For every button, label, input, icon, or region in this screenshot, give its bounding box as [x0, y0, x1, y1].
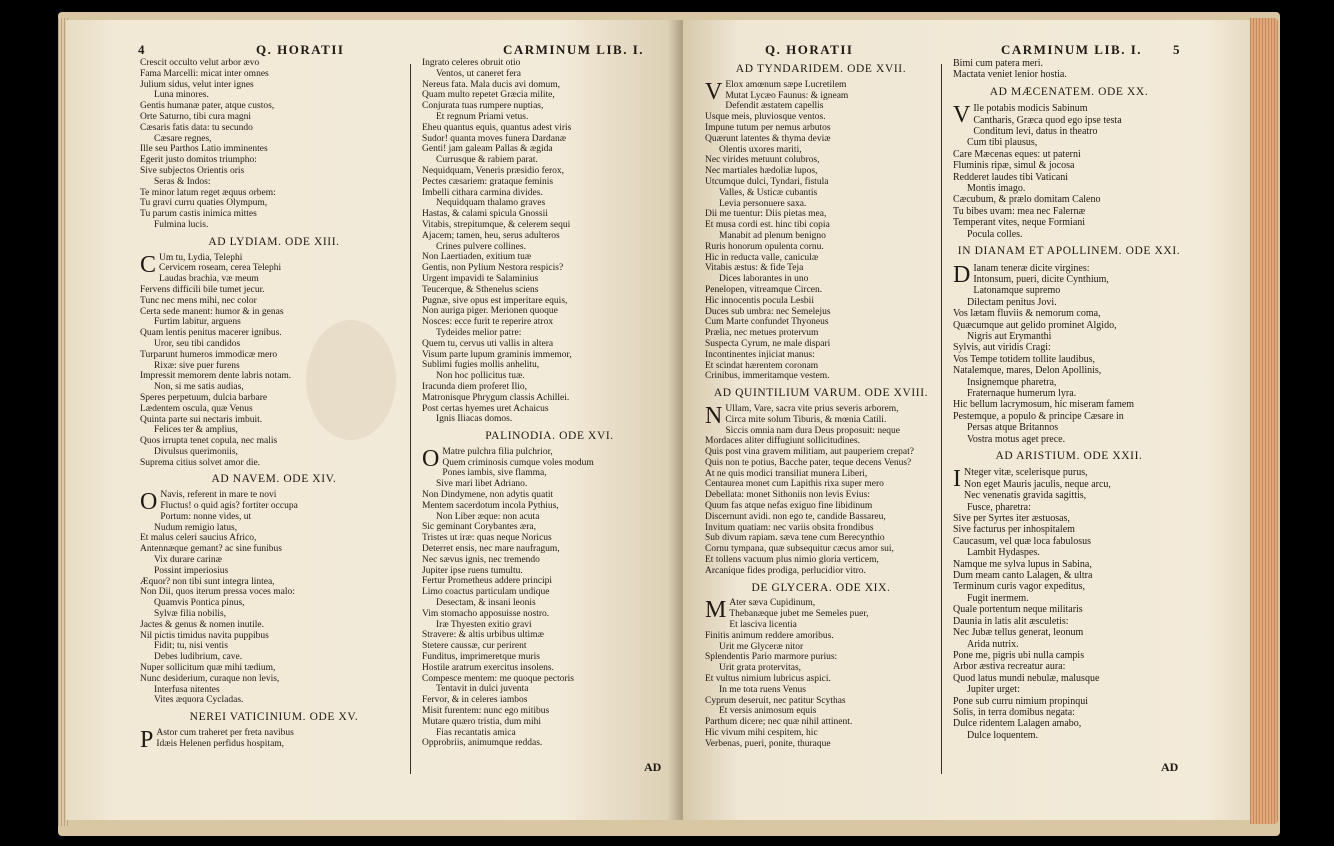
right-page	[683, 20, 1250, 820]
verse-line: Fervens difficili bile tumet jecur.	[140, 284, 265, 295]
verse-line: Fluctus! o quid agis? fortiter occupa	[160, 501, 298, 512]
verse-line: Latonamque supremo	[973, 285, 1061, 297]
verse-line: Fertur Prometheus addere principi	[422, 576, 553, 587]
verse-line: Navis, referent in mare te novi	[160, 490, 277, 501]
ode-12-ending	[140, 58, 408, 231]
verse-line: Quos irrupta tenet copula, nec malis	[140, 436, 278, 447]
verse-line: Currusque & rabiem parat.	[436, 155, 538, 166]
verse-line: Eheu quantus equis, quantus adest viris	[422, 122, 572, 133]
verse-line: Vites æquora Cycladas.	[154, 695, 244, 706]
verse-line: Visum parte lupum graminis immemor,	[422, 349, 572, 360]
ode-22-text	[953, 467, 1185, 741]
verse-line: Et vultus nimium lubricus aspici.	[705, 674, 831, 685]
verse-line: Hostile aratrum exercitus insolens.	[422, 662, 554, 673]
verse-line: Uror, seu tibi candidos	[154, 338, 241, 349]
ode-14-title: AD NAVEM. ODE XIV.	[211, 473, 337, 486]
verse-line: Insignemque pharetra,	[967, 376, 1057, 388]
verse-line: Nec venenatis gravida sagittis,	[964, 490, 1087, 502]
verse-line: Quale portentum neque militaris	[953, 604, 1083, 616]
verse-line: Genti! jam galeam Pallas & ægida	[422, 144, 553, 155]
verse-line: Defendit æstatem capellis	[725, 101, 824, 112]
verse-line: Stravere: & altis urbibus ultimæ	[422, 630, 544, 641]
verse-line: Crescit occulto velut arbor ævo	[140, 58, 260, 68]
verse-line: Arcanique fides prodiga, perlucidior vitro.	[705, 565, 866, 576]
verse-line: Solis, in terra domibus negata:	[953, 706, 1075, 718]
verse-line: Natalemque, mares, Delon Apollinis,	[953, 365, 1102, 377]
verse-line: Mordaces aliter diffugiunt sollicitudines.	[705, 436, 860, 447]
verse-line: Imbelli cithara carmina divides.	[422, 187, 543, 198]
verse-line: Non Liber æque: non acuta	[436, 511, 540, 522]
verse-line: Iracunda diem proferet Ilio,	[422, 381, 527, 392]
left-page	[66, 20, 683, 820]
verse-line: Cum tibi plausus,	[967, 137, 1038, 149]
ode-13-title: AD LYDIAM. ODE XIII.	[208, 235, 340, 248]
verse-line: Discernunt avidi. non ego te, candide Bassareu,	[705, 511, 886, 522]
right-page-column-1	[705, 58, 937, 750]
verse-line: Hic bellum lacrymosum, hic miseram famem	[953, 399, 1135, 411]
verse-line: Te minor latum reget æquus orbem:	[140, 187, 276, 198]
verse-line: Montis imago.	[967, 183, 1026, 195]
verse-line: Hastas, & calami spicula Gnossii	[422, 209, 548, 220]
drop-cap: N	[705, 402, 723, 429]
verse-line: Post certas hyemes uret Achaicus	[422, 403, 549, 414]
ode-20-text	[953, 103, 1185, 240]
verse-line: Thebanæque jubet me Semeles puer,	[729, 609, 869, 620]
ode-18-text	[705, 404, 937, 577]
ode-14-text	[140, 490, 408, 706]
verse-line: Certa sede manent: humor & in genas	[140, 306, 284, 317]
verse-line: Tentavit in dulci juventa	[436, 684, 529, 695]
verse-line: Finitis animum reddere amoribus.	[705, 630, 834, 641]
verse-line: Usque meis, pluviosque ventos.	[705, 112, 826, 123]
verse-line: Olentis uxores mariti,	[719, 144, 802, 155]
right-page-edges	[1250, 18, 1278, 824]
ode-18-title: AD QUINTILIUM VARUM. ODE XVIII.	[713, 387, 929, 400]
verse-line: Et lasciva licentia	[729, 620, 797, 631]
verse-line: Quamvis Pontica pinus,	[154, 598, 245, 609]
verse-line: Fidit; tu, nisi ventis	[154, 641, 228, 652]
verse-line: Matre pulchra filia pulchrior,	[442, 446, 553, 457]
verse-line: Tu gravi curru quaties Olympum,	[140, 198, 268, 209]
verse-line: Nunc desiderium, curaque non levis,	[140, 673, 280, 684]
verse-line: Bimi cum patera meri.	[953, 58, 1043, 69]
verse-line: Nuper sollicitum quæ mihi tædium,	[140, 663, 276, 674]
verse-line: Hic vivum mihi cespitem, hic	[705, 728, 818, 739]
verse-line: Urgent impavidi te Salaminius	[422, 273, 539, 284]
verse-line: Fulmina lucis.	[154, 219, 209, 230]
verse-line: Siccis omnia nam dura Deus proposuit: neque	[725, 425, 901, 436]
verse-line: Invitum quatiam: nec variis obsita frondibus	[705, 522, 874, 533]
verse-line: Non Laertiaden, exitium tuæ	[422, 252, 532, 263]
verse-line: Ater sæva Cupidinum,	[729, 598, 816, 609]
drop-cap: O	[140, 489, 158, 516]
verse-line: Mutare quæro tristia, dum mihi	[422, 716, 542, 727]
verse-line: Manabit ad plenum benigno	[719, 230, 826, 241]
left-running-head: Q. HORATII	[256, 42, 345, 57]
verse-line: Quæcumque aut gelido prominet Algido,	[953, 319, 1117, 331]
ode-15-continued	[422, 58, 677, 425]
verse-line: Utcumque dulci, Tyndari, fistula	[705, 176, 829, 187]
verse-line: Cæsaris fatis data: tu secundo	[140, 122, 253, 133]
verse-line: Sic geminant Corybantes æra,	[422, 522, 536, 533]
verse-line: Cæcubum, & prælo domitam Caleno	[953, 194, 1101, 206]
verse-line: Nigris aut Erymanthi	[967, 330, 1052, 342]
ode-16-text	[422, 447, 677, 749]
verse-line: Quem tu, cervus uti vallis in altera	[422, 338, 554, 349]
verse-line: Pugnæ, sive opus est imperitare equis,	[422, 295, 568, 306]
verse-line: Dices laborantes in uno	[719, 274, 809, 285]
verse-line: Persas atque Britannos	[967, 422, 1059, 434]
ode-17-text	[705, 80, 937, 382]
verse-line: Opprobriis, animumque reddas.	[422, 738, 543, 749]
verse-line: Crines pulvere collines.	[436, 241, 526, 252]
verse-line: Ventos, ut caneret fera	[436, 68, 521, 79]
verse-line: Gentis humanæ pater, atque custos,	[140, 101, 275, 112]
verse-line: Splendentis Pario marmore purius:	[705, 652, 838, 663]
verse-line: Tydeides melior patre:	[436, 327, 522, 338]
verse-line: Mactata veniet lenior hostia.	[953, 69, 1067, 81]
verse-line: Quam lentis penitus macerer ignibus.	[140, 328, 282, 339]
verse-line: Sub divum rapiam. sæva tene cum Berecynthio	[705, 533, 885, 544]
verse-line: Pone sub curru nimium propinqui	[953, 695, 1088, 707]
verse-line: Quum fas atque nefas exiguo fine libidinum	[705, 501, 873, 512]
verse-line: Vos lætam fluviis & nemorum coma,	[953, 308, 1101, 320]
verse-line: Penelopen, vitreamque Circen.	[705, 284, 823, 295]
verse-line: Et tollens vacuum plus nimio gloria verticem,	[705, 555, 879, 566]
verse-line: Sylvis, aut viridis Cragi:	[953, 342, 1051, 354]
verse-line: Hic in reducta valle, caniculæ	[705, 252, 819, 263]
verse-line: Care Mæcenas eques: ut paterni	[953, 148, 1081, 160]
verse-line: Mentem sacerdotum incola Pythius,	[422, 500, 559, 511]
verse-line: Cæsare regnes,	[154, 133, 212, 144]
verse-line: Non auriga piger. Merionen quoque	[422, 306, 558, 317]
verse-line: Sive facturus per inhospitalem	[953, 524, 1075, 536]
verse-line: Vos Tempe totidem tollite laudibus,	[953, 353, 1095, 365]
verse-line: Funditus, imprimeretque muris	[422, 652, 540, 663]
verse-line: Intonsum, pueri, dicite Cynthium,	[973, 273, 1109, 285]
ode-19-ending	[953, 58, 1185, 81]
verse-line: Non, si me satis audias,	[154, 382, 244, 393]
verse-line: Centaurea monet cum Lapithis rixa super mero	[705, 479, 884, 490]
verse-line: Egerit justo domitos triumpho:	[140, 155, 257, 166]
verse-line: Ajacem; tamen, heu, serus adulteros	[422, 230, 560, 241]
drop-cap: V	[953, 102, 971, 129]
verse-line: Vitabis, strepitumque, & celerem sequi	[422, 219, 571, 230]
verse-line: Elox amœnum sæpe Lucretilem	[725, 79, 847, 90]
left-page-column-1	[140, 58, 408, 754]
verse-line: Sylvæ filia nobilis,	[154, 609, 227, 620]
verse-line: Orte Saturno, tibi cura magni	[140, 111, 252, 122]
verse-line: Caucasum, vel quæ loca fabulosus	[953, 535, 1092, 547]
verse-line: Prælia, nec metues protervum	[705, 328, 819, 339]
drop-cap: I	[953, 466, 961, 493]
verse-line: Fervor, & in celeres iambos	[422, 695, 528, 706]
verse-line: Sive mari libet Adriano.	[436, 479, 528, 490]
verse-line: Nereus fata. Mala ducis avi domum,	[422, 79, 560, 90]
verse-line: Non hoc pollicitus tuæ.	[436, 371, 525, 382]
verse-line: Verbenas, pueri, ponite, thuraque	[705, 738, 831, 749]
verse-line: Hic innocentis pocula Lesbii	[705, 295, 814, 306]
verse-line: Julium sidus, velut inter ignes	[140, 79, 254, 90]
ode-19-title: DE GLYCERA. ODE XIX.	[751, 581, 891, 594]
right-running-head: Q. HORATII	[765, 42, 854, 57]
verse-line: Vim stomacho apposuisse nostro.	[422, 608, 550, 619]
verse-line: Stetere caussæ, cur perirent	[422, 641, 527, 652]
ode-21-text	[953, 263, 1185, 446]
verse-line: Luna minores.	[154, 90, 209, 101]
verse-line: Nec Jubæ tellus generat, leonum	[953, 627, 1084, 639]
verse-line: Speres perpetuum, dulcia barbare	[140, 392, 268, 403]
left-running-head-book: CARMINUM LIB. I.	[503, 42, 644, 57]
verse-line: Limo coactus particulam undique	[422, 587, 550, 598]
verse-line: Arida nutrix.	[967, 638, 1019, 650]
verse-line: Sive subjectos Orientis oris	[140, 165, 245, 176]
verse-line: Dii me tuentur: Diis pietas mea,	[705, 209, 827, 220]
verse-line: Ille seu Parthos Latio imminentes	[140, 144, 268, 155]
verse-line: Vix durare carinæ	[154, 555, 223, 566]
verse-line: Dilectam penitus Jovi.	[967, 296, 1057, 308]
right-page-column-2	[953, 58, 1185, 741]
verse-line: Dulce ridentem Lalagen amabo,	[953, 718, 1082, 730]
verse-line: Fusce, pharetra:	[967, 501, 1031, 513]
verse-line: Seras & Indos:	[154, 176, 211, 187]
verse-line: Compesce mentem: me quoque pectoris	[422, 673, 574, 684]
verse-line: Sublimi fugies mollis anhelitu,	[422, 360, 540, 371]
verse-line: Ianam teneræ dicite virgines:	[973, 262, 1090, 274]
verse-line: Redderet laudes tibi Vaticani	[953, 171, 1069, 183]
verse-line: Laudas brachia, væ meum	[159, 274, 259, 285]
verse-line: Incontinentes injiciat manus:	[705, 349, 815, 360]
column-rule	[410, 64, 411, 774]
verse-line: Arbor æstiva recreatur aura:	[953, 661, 1066, 673]
verse-line: Suspecta Cyrum, ne male dispari	[705, 338, 831, 349]
verse-line: Deterret ensis, nec mare naufragum,	[422, 544, 560, 555]
ode-15-title: NEREI VATICINIUM. ODE XV.	[189, 711, 359, 724]
verse-line: Lædentem oscula, quæ Venus	[140, 403, 253, 414]
verse-line: Jupiter ipse ruens tumultu.	[422, 565, 523, 576]
right-running-head-book: CARMINUM LIB. I.	[1001, 42, 1142, 57]
verse-line: Crinibus, immeritamque vestem.	[705, 371, 830, 382]
ode-20-title: AD MÆCENATEM. ODE XX.	[989, 85, 1149, 98]
verse-line: Terminum curis vagor expeditus,	[953, 581, 1086, 593]
verse-line: Tunc nec mens mihi, nec color	[140, 295, 257, 306]
verse-line: Duces sub umbra: nec Semelejus	[705, 306, 831, 317]
ode-15-text	[140, 727, 408, 754]
verse-line: Tristes ut iræ: quas neque Noricus	[422, 533, 552, 544]
verse-line: Interfusa nitentes	[154, 684, 220, 695]
verse-line: Nequidquam thalamo graves	[436, 198, 546, 209]
verse-line: Nteger vitæ, scelerisque purus,	[964, 467, 1088, 479]
verse-line: Possint imperiosius	[154, 565, 229, 576]
verse-line: Quam multo repetet Græcia milite,	[422, 90, 555, 101]
verse-line: Teucerque, & Sthenelus sciens	[422, 284, 539, 295]
verse-line: Astor cum traheret per freta navibus	[156, 728, 294, 739]
column-rule	[941, 64, 942, 774]
verse-line: Quod latus mundi nebulæ, malusque	[953, 672, 1100, 684]
verse-line: Cantharis, Græca quod ego ipse testa	[973, 114, 1122, 126]
verse-line: Ignis Iliacas domos.	[436, 414, 513, 425]
verse-line: Vitabis æstus: & fide Teja	[705, 263, 804, 274]
verse-line: Lambit Hydaspes.	[967, 547, 1040, 559]
verse-line: Nec martiales hædoliæ lupos,	[705, 166, 818, 177]
verse-line: Urit me Glyceræ nitor	[719, 641, 804, 652]
ode-19-text	[705, 598, 937, 749]
verse-line: Pectes cæsariem: grataque feminis	[422, 176, 554, 187]
verse-line: Misit furentem: nunc ego mitibus	[422, 706, 550, 717]
verse-line: Nosces: ecce furit te reperire atrox	[422, 317, 554, 328]
verse-line: Dulce loquentem.	[967, 729, 1039, 741]
drop-cap: P	[140, 727, 154, 754]
verse-line: Fias recantatis amica	[436, 727, 516, 738]
verse-line: Et regnum Priami vetus.	[436, 111, 529, 122]
left-catchword: AD	[644, 760, 662, 774]
verse-line: Vostra motus aget prece.	[967, 433, 1066, 445]
verse-line: Debellata: monet Sithoniis non levis Evius:	[705, 490, 870, 501]
verse-line: Pone me, pigris ubi nulla campis	[953, 649, 1085, 661]
verse-line: In me tota ruens Venus	[719, 684, 806, 695]
drop-cap: M	[705, 597, 727, 624]
left-page-column-2	[422, 58, 677, 749]
verse-line: Pestemque, a populo & principe Cæsare in	[953, 410, 1124, 422]
verse-line: Non Dii, quos iterum pressa voces malo:	[140, 587, 295, 598]
verse-line: Fama Marcelli: micat inter omnes	[140, 68, 269, 79]
left-page-number: 4	[138, 42, 145, 57]
verse-line: Suprema citius solvet amor die.	[140, 457, 261, 468]
verse-line: Divulsus querimoniis,	[154, 446, 238, 457]
drop-cap: O	[422, 445, 440, 472]
verse-line: Fluminis ripæ, simul & jocosa	[953, 160, 1075, 172]
verse-line: Sive per Syrtes iter æstuosas,	[953, 513, 1070, 525]
verse-line: Nil pictis timidus navita puppibus	[140, 630, 269, 641]
verse-line: Tu parum castis inimica mittes	[140, 209, 257, 220]
verse-line: Pones iambis, sive flamma,	[442, 468, 547, 479]
verse-line: Æquor? non tibi sunt integra lintea,	[140, 576, 275, 587]
verse-line: Cyprum deseruit, nec patitur Scythas	[705, 695, 846, 706]
verse-line: Non eget Mauris jaculis, neque arcu,	[964, 478, 1111, 490]
verse-line: Namque me sylva lupus in Sabina,	[953, 558, 1092, 570]
verse-line: Conditum levi, datus in theatro	[973, 126, 1098, 138]
verse-line: Impressit memorem dente labris notam.	[140, 371, 292, 382]
verse-line: Non Dindymene, non adytis quatit	[422, 490, 554, 501]
verse-line: Conjurata tuas rumpere nuptias,	[422, 101, 544, 112]
verse-line: Nec sævus ignis, nec tremendo	[422, 554, 540, 565]
right-page-number: 5	[1173, 42, 1180, 57]
ode-13-text	[140, 253, 408, 469]
verse-line: Debes ludibrium, cave.	[154, 652, 243, 663]
verse-line: Levia personuere saxa.	[719, 198, 807, 209]
verse-line: Quærunt latentes & thyma deviæ	[705, 133, 831, 144]
verse-line: Jupiter urget:	[967, 684, 1020, 696]
verse-line: Iræ Thyesten exitio gravi	[436, 619, 532, 630]
verse-line: Furtim labitur, arguens	[154, 317, 241, 328]
drop-cap: D	[953, 261, 971, 288]
verse-line: Dum meam canto Lalagen, & ultra	[953, 570, 1093, 582]
right-catchword: AD	[1161, 760, 1179, 774]
verse-line: Daunia in latis alit æsculetis:	[953, 615, 1069, 627]
verse-line: At ne quis modici transiliat munera Liberi,	[705, 468, 868, 479]
verse-line: Et malus celeri saucius Africo,	[140, 533, 257, 544]
verse-line: Nudum remigio latus,	[154, 522, 238, 533]
verse-line: Antennæque gemant? ac sine funibus	[140, 544, 282, 555]
verse-line: Rixæ: sive puer furens	[154, 360, 240, 371]
ode-16-title: PALINODIA. ODE XVI.	[485, 430, 614, 443]
verse-line: Et versis animosum equis	[719, 706, 817, 717]
verse-line: Portum: nonne vides, ut	[160, 511, 252, 522]
verse-line: Quem criminosis cumque voles modum	[442, 457, 594, 468]
verse-line: Turparunt humeros immodicæ mero	[140, 349, 278, 360]
verse-line: Cornu tympana, quæ subsequitur cæcus amor sui,	[705, 544, 894, 555]
verse-line: Fugit inermem.	[967, 592, 1029, 604]
verse-line: Ile potabis modicis Sabinum	[973, 103, 1088, 115]
verse-line: Mutat Lycæo Faunus: & igneam	[725, 90, 849, 101]
verse-line: Desectam, & insani leonis	[436, 598, 536, 609]
ode-21-title: IN DIANAM ET APOLLINEM. ODE XXI.	[957, 245, 1181, 258]
verse-line: Gentis, non Pylium Nestora respicis?	[422, 263, 564, 274]
verse-line: Felices ter & amplius,	[154, 425, 238, 436]
verse-line: Circa mite solum Tiburis, & mœnia Catili.	[725, 414, 887, 425]
drop-cap: V	[705, 78, 723, 105]
verse-line: Matronisque Phrygum classis Achillei.	[422, 392, 570, 403]
verse-line: Quis non te potius, Bacche pater, teque decens Venus?	[705, 457, 912, 468]
verse-line: Um tu, Lydia, Telephi	[159, 252, 243, 263]
verse-line: Et musa cordi est. hinc tibi copia	[705, 220, 830, 231]
verse-line: Quis post vina gravem militiam, aut pauperiem crepat?	[705, 447, 914, 458]
verse-line: Fraternaque humerum lyra.	[967, 387, 1077, 399]
verse-line: Parthum dicere; nec quæ nihil attinent.	[705, 717, 853, 728]
verse-line: Ullam, Vare, sacra vite prius severis arborem,	[725, 403, 899, 414]
verse-line: Cum Marte confundet Thyoneus	[705, 317, 829, 328]
verse-line: Ingrato celeres obruit otio	[422, 58, 521, 68]
verse-line: Idæis Helenen perfidus hospitam,	[156, 738, 285, 749]
drop-cap: C	[140, 251, 157, 278]
ode-17-title: AD TYNDARIDEM. ODE XVII.	[735, 63, 907, 75]
verse-line: Temperant vites, neque Formiani	[953, 217, 1086, 229]
verse-line: Impune tutum per nemus arbutos	[705, 122, 831, 133]
verse-line: Tu bibes uvam: mea nec Falernæ	[953, 205, 1086, 217]
verse-line: Valles, & Usticæ cubantis	[719, 187, 818, 198]
verse-line: Ruris honorum opulenta cornu.	[705, 241, 824, 252]
verse-line: Urit grata protervitas,	[719, 663, 802, 674]
verse-line: Jactes & genus & nomen inutile.	[140, 619, 265, 630]
verse-line: Nec virides metuunt colubros,	[705, 155, 820, 166]
verse-line: Nequidquam, Veneris præsidio ferox,	[422, 165, 565, 176]
verse-line: Sudor! quanta moves funera Dardanæ	[422, 133, 567, 144]
verse-line: Pocula colles.	[967, 228, 1023, 240]
ode-22-title: AD ARISTIUM. ODE XXII.	[995, 450, 1143, 462]
verse-line: Cervicem roseam, cerea Telephi	[159, 263, 282, 274]
verse-line: Quinta parte sui nectaris imbuit.	[140, 414, 263, 425]
verse-line: Et scindat hærentem coronam	[705, 360, 819, 371]
